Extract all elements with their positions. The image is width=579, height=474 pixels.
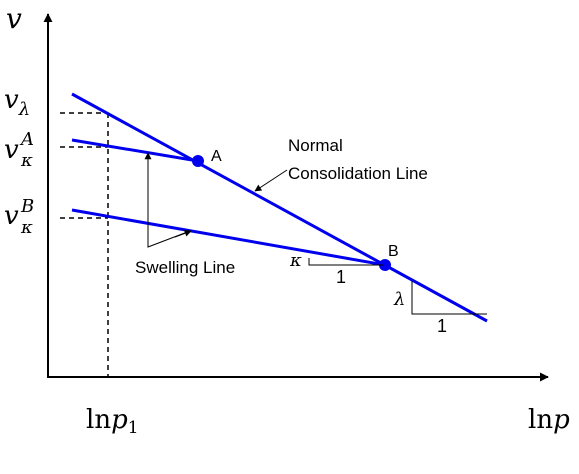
y-label-v-kappa-a: v [4, 135, 19, 165]
y-label-v-kappa-a-sup: A [21, 129, 34, 150]
kappa-label: κ [290, 250, 302, 271]
kappa-run-label: 1 [336, 267, 347, 287]
swelling-pointer-bracket [148, 155, 190, 247]
ncl-label-line1: Normal [288, 136, 343, 155]
y-axis-label: v [6, 2, 22, 35]
swelling-line-a [72, 140, 198, 161]
lambda-run-label: 1 [437, 316, 448, 336]
y-label-v-kappa-b-sup: B [21, 196, 35, 217]
y-label-v-kappa-a-sub: κ [21, 150, 33, 171]
y-label-v-kappa-b-sub: κ [21, 217, 33, 238]
x-axis-label: lnp [528, 405, 570, 435]
ncl-pointer-arrow [255, 170, 287, 191]
point-a-label: A [211, 148, 222, 165]
point-a [192, 155, 204, 167]
lambda-label: λ [394, 289, 406, 310]
swelling-line-b [72, 210, 385, 265]
guide-lines [60, 113, 108, 377]
normal-consolidation-line [72, 94, 487, 321]
y-label-v-kappa-b: v [4, 201, 19, 231]
point-b-label: B [388, 243, 399, 260]
x-tick-label-lnp1: lnp1 [86, 405, 139, 438]
y-label-v-lambda: $v_\lambda$ [4, 85, 31, 120]
swelling-pointer-arrow-right [175, 231, 191, 237]
swelling-line-label: Swelling Line [135, 258, 236, 277]
ncl-label-line2: Consolidation Line [288, 164, 428, 183]
